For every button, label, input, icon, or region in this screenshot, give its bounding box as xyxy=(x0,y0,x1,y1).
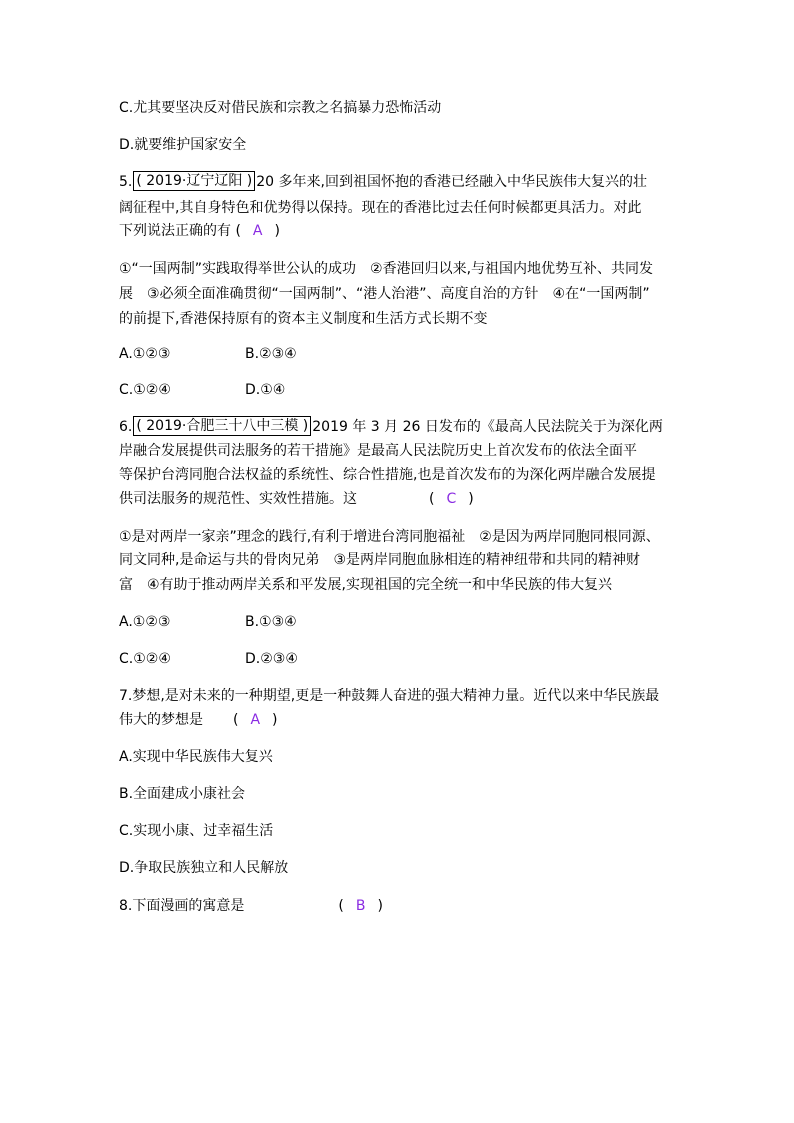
q6-answer-paren xyxy=(429,486,474,512)
q7-option-d: D.争取民族独立和人民解放 xyxy=(119,860,289,876)
q4-option-d: D.就要维护国家安全 xyxy=(119,137,247,153)
q6-stem-line3: 等保护台湾同胞合法权益的系统性、综合性措施,也是首次发布的为深化两岸融合发展提 xyxy=(119,467,656,483)
q6-stem-text1: 2019 年 3 月 26 日发布的《最高人民法院关于为深化两 xyxy=(312,419,663,435)
q8-stem-text1: 8.下面漫画的寓意是 xyxy=(119,898,245,914)
q5-option-c: C.①②④ xyxy=(119,382,171,398)
q5-answer-paren xyxy=(235,218,280,244)
q7-answer-paren xyxy=(233,707,278,733)
q5-stem-text3: 下列说法正确的有 xyxy=(119,223,231,239)
q6-statement-line2: 同文同种,是命运与共的骨肉兄弟 ③是两岸同胞血脉相连的精神纽带和共同的精神财 xyxy=(119,552,640,568)
q7-option-c: C.实现小康、过幸福生活 xyxy=(119,823,274,839)
q5-options-row2 xyxy=(119,377,679,403)
paren-open: ( xyxy=(235,223,241,239)
q6-option-c: C.①②④ xyxy=(119,651,171,667)
q7-stem-line1: 7.梦想,是对未来的一种期望,更是一种鼓舞人奋进的强大精神力量。近代以来中华民族最 xyxy=(119,688,660,704)
q6-statement-line1: ①是对两岸一家亲”理念的践行,有利于增进台湾同胞福祉 ②是因为两岸同胞同根同源、 xyxy=(119,529,660,545)
paren-close: ) xyxy=(272,712,278,728)
q6-stem-text4: 供司法服务的规范性、实效性措施。这 xyxy=(119,491,357,507)
q6-source-box: ( 2019·合肥三十八中三模 ) xyxy=(133,416,311,436)
q8-stem-line1 xyxy=(119,893,679,919)
q6-option-a: A.①②③ xyxy=(119,614,171,630)
q6-options-row2 xyxy=(119,646,679,672)
q5-source-box: ( 2019·辽宁辽阳 ) xyxy=(133,171,255,191)
q6-answer: C xyxy=(446,491,457,507)
q5-answer: A xyxy=(252,223,263,239)
q7-stem-line2 xyxy=(119,707,679,733)
q4-option-c: C.尤其要坚决反对借民族和宗教之名搞暴力恐怖活动 xyxy=(119,100,442,116)
q5-statement-line3: 的前提下,香港保持原有的资本主义制度和生活方式长期不变 xyxy=(119,311,488,327)
q7-option-a: A.实现中华民族伟大复兴 xyxy=(119,749,273,765)
paren-open: ( xyxy=(338,898,344,914)
q6-stem-line2: 岸融合发展提供司法服务的若干措施》是最高人民法院历史上首次发布的依法全面平 xyxy=(119,443,637,459)
q5-statement-line2: 展 ③必须全面准确贯彻“一国两制”、“港人治港”、高度自治的方针 ④在“一国两制” xyxy=(119,286,650,302)
paren-close: ) xyxy=(468,491,474,507)
q6-options-row1 xyxy=(119,609,679,635)
q5-stem-line3 xyxy=(119,218,679,244)
q6-statement-line3: 富 ④有助于推动两岸关系和平发展,实现祖国的完全统一和中华民族的伟大复兴 xyxy=(119,577,612,593)
q7-option-b: B.全面建成小康社会 xyxy=(119,786,246,802)
q5-number: 5. xyxy=(119,174,133,190)
q8-answer: B xyxy=(355,898,366,914)
paren-open: ( xyxy=(429,491,435,507)
q5-stem-text1: 20 多年来,回到祖国怀抱的香港已经融入中华民族伟大复兴的壮 xyxy=(256,174,647,190)
q7-answer: A xyxy=(250,712,261,728)
q8-answer-paren xyxy=(338,893,383,919)
q5-statement-line1: ①“一国两制”实践取得举世公认的成功 ②香港回归以来,与祖国内地优势互补、共同发 xyxy=(119,261,654,277)
q6-stem-line1 xyxy=(119,414,679,440)
q5-stem-line2: 阔征程中,其自身特色和优势得以保持。现在的香港比过去任何时候都更具活力。对此 xyxy=(119,200,642,216)
paren-close: ) xyxy=(377,898,383,914)
q6-stem-line4 xyxy=(119,486,679,512)
q5-option-d: D.①④ xyxy=(245,382,286,398)
q6-number: 6. xyxy=(119,419,133,435)
q6-option-d: D.②③④ xyxy=(245,651,298,667)
q6-option-b: B.①③④ xyxy=(245,614,297,630)
q5-stem-line1 xyxy=(119,169,679,195)
q7-stem-text2: 伟大的梦想是 xyxy=(119,712,203,728)
paren-close: ) xyxy=(274,223,280,239)
paren-open: ( xyxy=(233,712,239,728)
q5-option-b: B.②③④ xyxy=(245,346,297,362)
q5-option-a: A.①②③ xyxy=(119,346,171,362)
q5-options-row1 xyxy=(119,341,679,367)
